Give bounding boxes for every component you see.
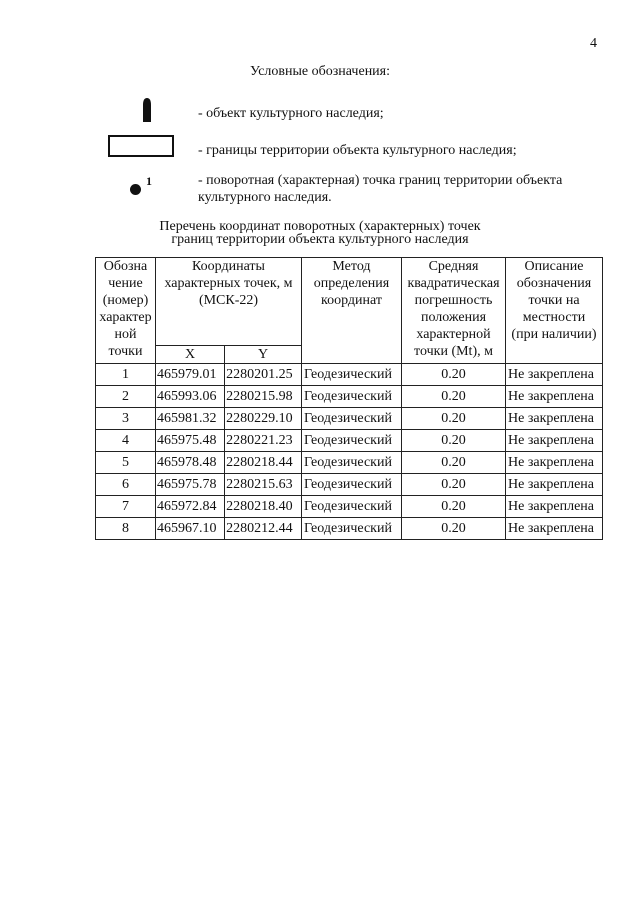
cell-description: Не закреплена	[506, 496, 603, 518]
cell-y: 2280221.23	[225, 430, 302, 452]
header-point-number: Обозна чение (номер) характер ной точки	[96, 258, 156, 364]
cell-y: 2280229.10	[225, 408, 302, 430]
cell-point-number: 8	[96, 518, 156, 540]
cell-description: Не закреплена	[506, 364, 603, 386]
cell-description: Не закреплена	[506, 386, 603, 408]
coordinates-list-title	[0, 220, 640, 246]
cell-error: 0.20	[402, 452, 506, 474]
cell-method: Геодезический	[302, 474, 402, 496]
cell-y: 2280201.25	[225, 364, 302, 386]
cell-method: Геодезический	[302, 430, 402, 452]
cell-description: Не закреплена	[506, 408, 603, 430]
header-description: Описание обозначения точки на местности (при наличии)	[506, 258, 603, 364]
cell-point-number: 1	[96, 364, 156, 386]
cell-point-number: 2	[96, 386, 156, 408]
legend-item-boundary: - границы территории объекта культурного наследия;	[198, 143, 517, 158]
turning-point-icon	[130, 184, 141, 195]
cell-method: Геодезический	[302, 408, 402, 430]
cell-method: Геодезический	[302, 496, 402, 518]
table-row	[96, 386, 603, 408]
legend-title: Условные обозначения:	[249, 64, 391, 79]
header-x: X	[156, 346, 225, 364]
table-row	[96, 408, 603, 430]
cell-error: 0.20	[402, 496, 506, 518]
page-number: 4	[590, 36, 597, 51]
cell-y: 2280215.98	[225, 386, 302, 408]
boundary-rectangle-icon	[108, 135, 174, 157]
cell-point-number: 4	[96, 430, 156, 452]
table-row	[96, 430, 603, 452]
cell-error: 0.20	[402, 430, 506, 452]
cell-description: Не закреплена	[506, 518, 603, 540]
cell-x: 465979.01	[156, 364, 225, 386]
cell-y: 2280215.63	[225, 474, 302, 496]
cell-description: Не закреплена	[506, 474, 603, 496]
cell-method: Геодезический	[302, 364, 402, 386]
table-row	[96, 518, 603, 540]
cell-error: 0.20	[402, 386, 506, 408]
cell-point-number: 5	[96, 452, 156, 474]
cell-x: 465972.84	[156, 496, 225, 518]
cell-x: 465978.48	[156, 452, 225, 474]
monument-icon	[140, 98, 154, 122]
list-title-line1: Перечень координат поворотных (характерных) точек	[159, 219, 481, 234]
coordinates-table	[95, 257, 603, 540]
cell-description: Не закреплена	[506, 430, 603, 452]
table-row	[96, 496, 603, 518]
cell-method: Геодезический	[302, 452, 402, 474]
coordinates-table-body	[96, 364, 603, 540]
cell-x: 465975.48	[156, 430, 225, 452]
cell-point-number: 6	[96, 474, 156, 496]
cell-error: 0.20	[402, 408, 506, 430]
header-coordinates: Координаты характерных точек, м (МСК-22)	[156, 258, 302, 346]
table-row	[96, 364, 603, 386]
header-method: Метод определения координат	[302, 258, 402, 364]
header-error: Средняя квадратическая погрешность положения характерной точки (Mt), м	[402, 258, 506, 364]
cell-method: Геодезический	[302, 386, 402, 408]
cell-point-number: 7	[96, 496, 156, 518]
legend-item-monument: - объект культурного наследия;	[198, 106, 384, 121]
list-title-line2: границ территории объекта культурного наследия	[171, 232, 469, 247]
cell-x: 465967.10	[156, 518, 225, 540]
cell-y: 2280212.44	[225, 518, 302, 540]
cell-error: 0.20	[402, 364, 506, 386]
cell-error: 0.20	[402, 474, 506, 496]
turning-point-label: 1	[146, 174, 152, 188]
legend-item-turning-point: - поворотная (характерная) точка границ территории объекта культурного наследия.	[198, 173, 563, 205]
cell-y: 2280218.40	[225, 496, 302, 518]
cell-y: 2280218.44	[225, 452, 302, 474]
header-y: Y	[225, 346, 302, 364]
cell-x: 465975.78	[156, 474, 225, 496]
cell-method: Геодезический	[302, 518, 402, 540]
table-row	[96, 474, 603, 496]
table-row	[96, 452, 603, 474]
cell-x: 465981.32	[156, 408, 225, 430]
cell-description: Не закреплена	[506, 452, 603, 474]
cell-error: 0.20	[402, 518, 506, 540]
cell-point-number: 3	[96, 408, 156, 430]
cell-x: 465993.06	[156, 386, 225, 408]
